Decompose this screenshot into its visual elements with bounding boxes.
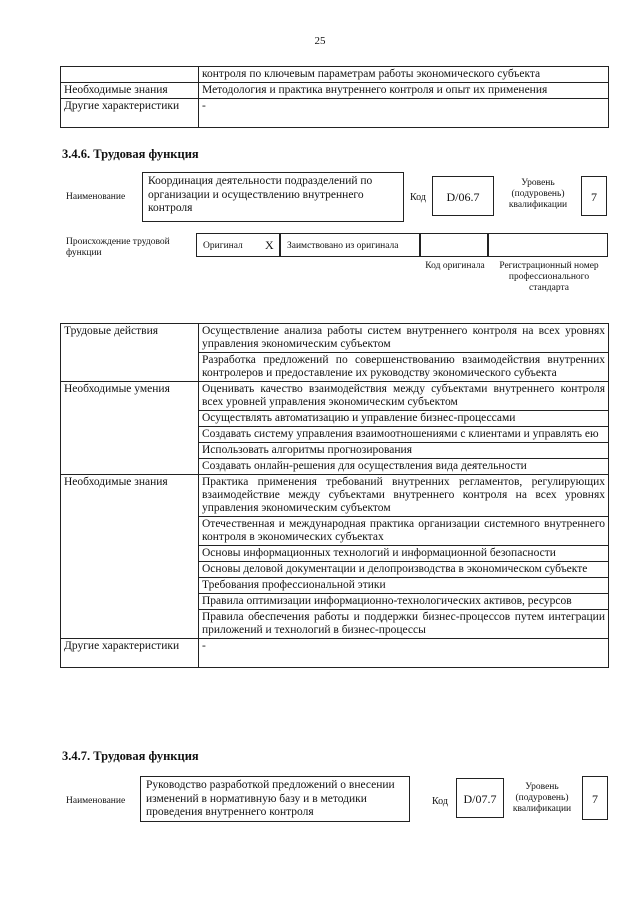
level-value: 7 — [592, 792, 598, 806]
code-original-caption: Код оригинала — [425, 261, 485, 271]
table-item: Создавать онлайн-решения для осуществления вида деятельности — [199, 459, 609, 475]
borrowed-cell — [280, 233, 420, 257]
table-item: Практика применения требований внутренних регламентов, регулирующих взаимодействие между субъектами внутреннего контроля на всех уровнях управления экономическим субъектом — [199, 475, 609, 517]
table-item: Создавать систему управления взаимоотношениями с клиентами и управлять ею — [199, 427, 609, 443]
original-cell — [196, 233, 280, 257]
original-mark: X — [265, 238, 274, 252]
code-label: Код — [410, 192, 426, 203]
group-label: Необходимые знания — [61, 475, 199, 639]
function-name-box — [142, 172, 404, 222]
function-name: Руководство разработкой предложений о внесении изменений в нормативную базу и в методики проведения внутреннего контроля — [146, 779, 395, 818]
main-table — [60, 323, 609, 668]
top-table-label: Необходимые знания — [61, 83, 199, 99]
group-label: Необходимые умения — [61, 382, 199, 475]
level-box — [582, 776, 608, 820]
table-item: - — [199, 639, 609, 668]
code-box — [432, 176, 494, 216]
top-table-continuation: контроля по ключевым параметрам работы экономического субъекта — [199, 67, 609, 83]
top-table-value: - — [199, 99, 609, 128]
table-item: Осуществлять автоматизацию и управление бизнес-процессами — [199, 411, 609, 427]
code-label: Код — [432, 796, 448, 807]
name-label: Наименование — [66, 192, 126, 202]
section-title: 3.4.7. Трудовая функция — [62, 749, 199, 763]
section-title: 3.4.6. Трудовая функция — [62, 147, 199, 161]
origin-label: Происхождение трудовой функции — [66, 237, 170, 258]
reg-number-cell — [488, 233, 608, 257]
borrowed-label: Заимствовано из оригинала — [287, 241, 399, 251]
function-name-box — [140, 776, 410, 822]
table-item: Осуществление анализа работы систем внутреннего контроля на всех уровнях управления экономическим субъектом — [199, 324, 609, 353]
table-item: Разработка предложений по совершенствованию взаимодействия внутренних контролеров и предоставление их руководству экономического субъекта — [199, 353, 609, 382]
table-item: Требования профессиональной этики — [199, 578, 609, 594]
page-number: 25 — [314, 35, 326, 47]
table-item: Использовать алгоритмы прогнозирования — [199, 443, 609, 459]
function-name: Координация деятельности подразделений по организации и осуществлению внутреннего контроля — [148, 175, 373, 214]
table-item: Правила обеспечения работы и поддержки бизнес-процессов путем интеграции приложений и технологий в бизнес-процессы — [199, 610, 609, 639]
code-value: D/06.7 — [446, 190, 480, 204]
table-item: Основы информационных технологий и информационной безопасности — [199, 546, 609, 562]
level-box — [581, 176, 607, 216]
top-table-label: Другие характеристики — [61, 99, 199, 128]
group-label: Трудовые действия — [61, 324, 199, 382]
code-value: D/07.7 — [463, 792, 497, 806]
table-item: Правила оптимизации информационно-технологических активов, ресурсов — [199, 594, 609, 610]
level-label: Уровень (подуровень) квалификации — [512, 782, 572, 814]
table-item: Оценивать качество взаимодействия между субъектами внутреннего контроля всех уровней управления экономическим субъектом — [199, 382, 609, 411]
level-value: 7 — [591, 190, 597, 204]
top-table-value: Методология и практика внутреннего контроля и опыт их применения — [199, 83, 609, 99]
table-item: Основы деловой документации и делопроизводства в экономическом субъекте — [199, 562, 609, 578]
reg-number-caption: Регистрационный номер профессионального стандарта — [499, 261, 599, 293]
name-label: Наименование — [66, 796, 126, 806]
top-table — [60, 66, 609, 128]
group-label: Другие характеристики — [61, 639, 199, 668]
code-original-cell — [420, 233, 488, 257]
level-label: Уровень (подуровень) квалификации — [508, 178, 568, 210]
top-table-empty-cell — [61, 67, 199, 83]
original-label: Оригинал — [203, 241, 243, 251]
table-item: Отечественная и международная практика организации системного внутреннего контроля в экономических субъектах — [199, 517, 609, 546]
code-box — [456, 778, 504, 818]
